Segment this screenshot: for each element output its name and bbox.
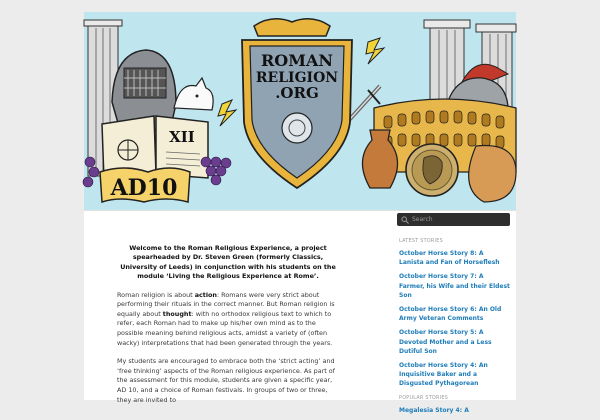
main-content	[117, 244, 339, 414]
coin	[406, 144, 458, 196]
search-icon	[401, 216, 409, 224]
popular-stories-title: POPULAR STORIES	[399, 396, 449, 401]
p1-bold-thought: thought	[162, 309, 192, 318]
logo-line-1: ROMAN	[261, 51, 333, 70]
latest-story-link[interactable]: October Horse Story 8: A Lanista and Fan of Horseflesh	[399, 250, 500, 267]
goat-figure	[174, 78, 213, 110]
latest-stories-list	[399, 249, 510, 394]
logo-line-3: .ORG	[275, 84, 319, 102]
intro-text: Welcome to the Roman Religious Experience, a project spearheaded by Dr. Steven Green (formerly Classics, University of Leeds) in conjunction with his students on the module ‘Living the Religious Experience at Rome’.	[120, 244, 336, 281]
logo-line-2: RELIGION	[255, 70, 339, 86]
latest-story-link[interactable]: October Horse Story 6: An Old Army Veteran Comments	[399, 306, 502, 323]
popular-story-link[interactable]: Megalesia Story 4: A	[399, 407, 469, 414]
shield-crest	[242, 19, 352, 188]
page	[84, 12, 516, 414]
latest-stories-title: LATEST STORIES	[399, 239, 443, 244]
ad10-plaque	[100, 168, 190, 202]
latest-story-link[interactable]: October Horse Story 4: An Inquisitive Baker and a Disgusted Pythagorean	[399, 362, 488, 388]
p1-bold-action: action	[194, 290, 217, 299]
paragraph-2: My students are encouraged to embrace both the ‘strict acting’ and ‘free thinking’ aspects of the Roman religious experience. As part of the assessment for this module, students are given a specific year, AD 10, and a choice of Roman festivals. In groups of two or three, they are invited to	[117, 357, 335, 404]
p1-start: Roman religion is about	[117, 290, 195, 299]
p1-end: : with no orthodox religious text to which to refer, each Roman had to make up his/her own mind as to the possible meaning behind religious acts, amidst a variety of (often wacky) interpretations that had been generated through the years.	[117, 309, 333, 347]
header-banner[interactable]	[84, 12, 516, 210]
p1-mid: : Romans were very strict about performing their rituals in the correct manner. But Roman religion is equally about	[117, 290, 335, 318]
header-divider	[84, 210, 516, 211]
search-box[interactable]	[397, 213, 510, 226]
banner-illustration	[84, 12, 516, 210]
plaque-text: AD10	[110, 175, 178, 201]
jug	[469, 146, 516, 202]
latest-story-link[interactable]: October Horse Story 5: A Devoted Mother and a Less Dutiful Son	[399, 329, 492, 355]
book-numeral: XII	[169, 128, 195, 146]
popular-stories-list	[399, 406, 510, 420]
search-input[interactable]	[412, 214, 506, 225]
paragraph-1	[117, 291, 339, 349]
latest-story-link[interactable]: October Horse Story 7: A Farmer, his Wife and their Eldest Son	[399, 273, 510, 299]
